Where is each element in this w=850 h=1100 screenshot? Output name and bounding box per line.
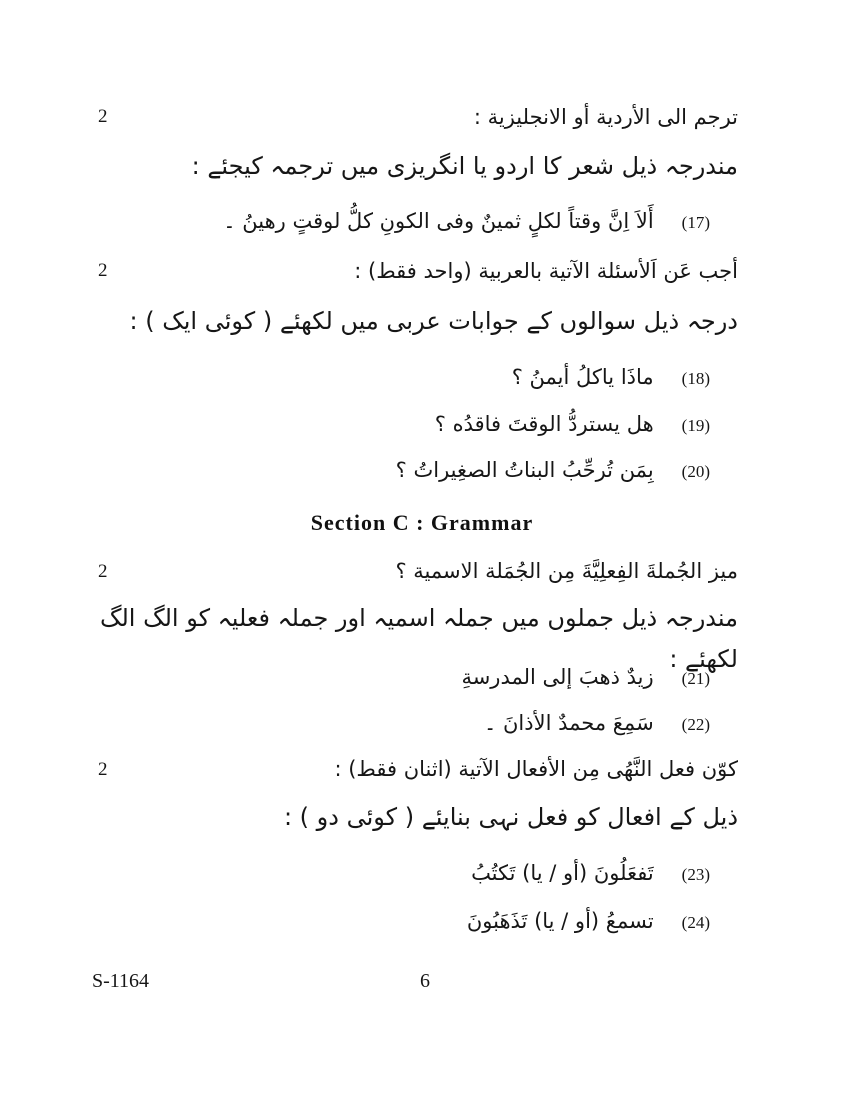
question-22: [100, 708, 710, 740]
question-text: زيدٌ ذهبَ إلى المدرسةِ: [461, 665, 654, 689]
question-text: بِمَن تُرحِّبُ البناتُ الصغِيراتُ ؟: [395, 458, 654, 482]
marks-badge: 2: [98, 561, 108, 582]
question-19: [100, 409, 710, 441]
instruction-text: كوّن فعل النَّهُى مِن الأفعال الآتية (اثنان فقط) :: [334, 757, 738, 781]
instruction-text: ميز الجُملةَ الفِعلِيَّةَ مِن الجُمَلة الاسمية ؟: [395, 559, 738, 583]
instruction-text: درجہ ذیل سوالوں کے جوابات عربی میں لکھئے ( کوئی ایک ) :: [129, 307, 738, 335]
instruction-text: مندرجہ ذیل شعر کا اردو یا انگریزی میں ترجمہ کیجئے :: [191, 152, 738, 180]
instruction-text: ذیل کے افعال کو فعل نہی بنایئے ( کوئی دو ) :: [283, 803, 738, 831]
question-21: [100, 662, 710, 694]
instruction-arabic-answer: [100, 256, 738, 288]
question-number: (23): [681, 865, 710, 884]
instruction-arabic-distinguish: [100, 556, 738, 588]
instruction-arabic-form-verb: [100, 754, 738, 786]
marks-badge: 2: [98, 759, 108, 780]
marks-badge: 2: [98, 106, 108, 127]
marks-badge: 2: [98, 260, 108, 281]
question-number: (21): [681, 669, 710, 688]
section-heading: Section C : Grammar: [310, 510, 534, 535]
page-number: 6: [420, 970, 430, 992]
question-text: أَلاَ اِنَّ وقتاً لكلٍ ثمينٌ وفى الكونِ كلُّ لوقتٍ رهينُ ۔: [223, 209, 654, 233]
question-number: (24): [681, 913, 710, 932]
question-23: [100, 858, 710, 890]
instruction-text: مندرجہ ذیل جملوں میں جملہ اسمیہ اور جملہ فعلیہ کو الگ الگ لکھئے :: [100, 604, 738, 673]
question-number: (17): [681, 213, 710, 232]
instruction-text: ترجم الى الأردية أو الانجليزية :: [473, 105, 738, 129]
question-text: سَمِعَ محمدٌ الأذانَ ۔: [484, 711, 654, 735]
question-number: (19): [681, 416, 710, 435]
instruction-text: أجب عَن اَلأسئلة الآتية بالعربية (واحد فقط) :: [354, 259, 738, 283]
instruction-urdu-translate: [100, 146, 738, 187]
question-text: هل يستردُّ الوقتَ فاقدُه ؟: [434, 412, 654, 436]
question-24: [100, 906, 710, 938]
question-20: [100, 455, 710, 487]
question-18: [100, 362, 710, 394]
question-number: (18): [681, 369, 710, 388]
question-17: [100, 206, 710, 238]
paper-code: S-1164: [92, 970, 150, 992]
question-number: (22): [681, 715, 710, 734]
instruction-urdu-form-verb: [100, 797, 738, 838]
instruction-arabic-translate: [100, 102, 738, 134]
question-text: تسمعُ (أو / يا) تَذَهَبُونَ: [466, 909, 654, 933]
question-number: (20): [681, 462, 710, 481]
question-text: تَفعَلُونَ (أو / يا) تَكتُبُ: [471, 861, 654, 885]
instruction-urdu-answer: [100, 301, 738, 342]
question-text: ماذَا ياكلُ أيمنُ ؟: [511, 365, 654, 389]
